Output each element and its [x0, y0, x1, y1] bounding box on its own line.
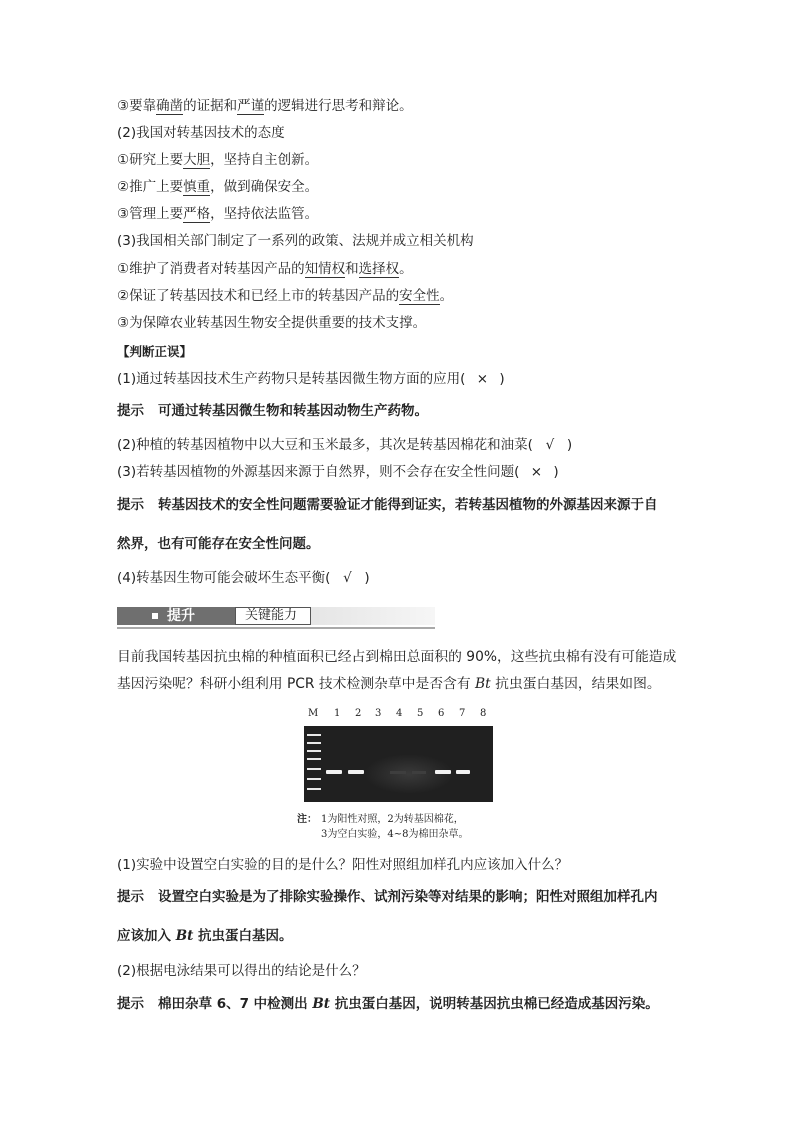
- judge-question-4: [117, 569, 370, 587]
- underlined-term: 严格: [183, 206, 211, 222]
- hint-text: 应该加入: [117, 928, 176, 944]
- electrophoresis-gel: [304, 726, 493, 802]
- question-text: (2)种植的转基因植物中以大豆和玉米最多，其次是转基因棉花和油菜(: [117, 437, 533, 453]
- text: 的逻辑进行思考和辩论。: [264, 98, 413, 114]
- section-banner: [117, 607, 435, 630]
- ladder-band: [307, 734, 321, 736]
- text: ，做到确保安全。: [210, 179, 319, 195]
- gene-name: Bt: [475, 676, 491, 692]
- text: 基因污染呢？科研小组利用 PCR 技术检测杂草中是否含有: [117, 676, 476, 692]
- underlined-term: 大胆: [183, 152, 211, 168]
- paren: ): [553, 464, 559, 480]
- hint-label: 提示: [117, 497, 144, 513]
- dna-band-lane-7: [456, 770, 470, 774]
- dna-band-lane-2: [348, 770, 364, 774]
- judge-question-3: [117, 463, 559, 481]
- line-support: ③为保障农业转基因生物安全提供重要的技术支撑。: [117, 315, 427, 331]
- subheading-attitude: (2)我国对转基因技术的态度: [117, 125, 285, 141]
- judge-question-2: [117, 436, 572, 454]
- banner-subtitle: 关键能力: [245, 608, 298, 623]
- line-safety: [117, 287, 453, 305]
- text: 的证据和: [183, 98, 238, 114]
- lane-label: 6: [438, 708, 445, 719]
- caption-line-2: 3为空白实验，4~8为棉田杂草。: [321, 829, 469, 840]
- hint-3-continued: 然界，也有可能存在安全性问题。: [117, 536, 320, 552]
- gene-name: Bt: [312, 996, 331, 1012]
- text: ②推广上要: [117, 179, 184, 195]
- paren: ): [499, 371, 505, 387]
- question-text: (3)若转基因植物的外源基因来源于自然界，则不会存在安全性问题(: [117, 464, 520, 480]
- banner-bullet-icon: [152, 613, 158, 619]
- banner-underline: [117, 627, 435, 629]
- lane-label: 7: [459, 708, 466, 719]
- subheading-regulation: (3)我国相关部门制定了一系列的政策、法规并成立相关机构: [117, 233, 474, 249]
- answer-hint-1-continued: [117, 927, 293, 945]
- hint-text: 棉田杂草 6、7 中检测出: [158, 996, 313, 1012]
- text: ③要靠: [117, 98, 157, 114]
- gel-glow: [364, 754, 454, 794]
- underlined-term: 慎重: [183, 179, 211, 195]
- line-promotion: [117, 178, 318, 196]
- text: ③管理上要: [117, 206, 184, 222]
- caption-line-1: 1为阳性对照，2为转基因棉花，: [321, 814, 464, 825]
- dna-band-lane-1: [326, 770, 342, 774]
- gene-name: Bt: [175, 928, 194, 944]
- underlined-term: 选择权: [358, 261, 400, 277]
- paren: ): [566, 437, 573, 453]
- question-text: (1)通过转基因技术生产药物只是转基因微生物方面的应用(: [117, 371, 466, 387]
- text: 和: [345, 261, 359, 277]
- lane-label: 8: [480, 708, 487, 719]
- lane-label: 1: [334, 708, 341, 719]
- lane-label: 4: [396, 708, 403, 719]
- lane-label: 2: [355, 708, 362, 719]
- lane-label: M: [308, 708, 319, 719]
- answer-hint-1: [117, 888, 658, 906]
- ladder-band: [307, 788, 321, 790]
- hint-text: 设置空白实验是为了排除实验操作、试剂污染等对结果的影响；阳性对照组加样孔内: [158, 889, 658, 905]
- text: 抗虫蛋白基因，结果如图。: [490, 676, 661, 692]
- question-text: (4)转基因生物可能会破坏生态平衡(: [117, 570, 331, 586]
- line-consumer-rights: [117, 260, 413, 278]
- text: ①维护了消费者对转基因产品的: [117, 261, 305, 277]
- underlined-term: 知情权: [304, 261, 346, 277]
- line-evidence: [117, 97, 413, 115]
- text: ②保证了转基因技术和已经上市的转基因产品的: [117, 288, 400, 304]
- line-management: [117, 205, 318, 223]
- faint-band: [412, 771, 426, 774]
- ladder-band: [307, 778, 321, 780]
- answer-mark: ×: [530, 464, 543, 480]
- hint-text: 可通过转基因微生物和转基因动物生产药物。: [158, 403, 428, 419]
- hint-label: 提示: [117, 889, 144, 905]
- answer-mark: √: [545, 437, 555, 453]
- ladder-band: [307, 750, 321, 752]
- hint-text: 抗虫蛋白基因，说明转基因抗虫棉已经造成基因污染。: [330, 996, 659, 1012]
- underlined-term: 确凿: [156, 98, 184, 114]
- judge-question-1: [117, 370, 505, 388]
- caption-label: 注：: [297, 814, 317, 825]
- paren: ): [364, 570, 370, 586]
- answer-hint-2: [117, 995, 659, 1013]
- hint-3: [117, 496, 658, 514]
- text: ，坚持自主创新。: [210, 152, 319, 168]
- intro-line-2: [117, 675, 661, 693]
- text: 。: [399, 261, 413, 277]
- ladder-band: [307, 758, 321, 760]
- hint-label: 提示: [117, 403, 144, 419]
- judge-heading: 【判断正误】: [117, 344, 193, 359]
- lane-label: 3: [375, 708, 382, 719]
- ladder-band: [307, 742, 321, 744]
- ladder-band: [307, 768, 321, 770]
- banner-title: 提升: [167, 608, 195, 624]
- lane-label: 5: [417, 708, 424, 719]
- faint-band: [390, 771, 406, 774]
- line-research: [117, 151, 318, 169]
- hint-text: 抗虫蛋白基因。: [193, 928, 293, 944]
- hint-label: 提示: [117, 996, 144, 1012]
- underlined-term: 安全性: [399, 288, 440, 304]
- underlined-term: 严谨: [237, 98, 265, 114]
- text: ，坚持依法监管。: [210, 206, 319, 222]
- hint-1: [117, 402, 428, 420]
- hint-text: 转基因技术的安全性问题需要验证才能得到证实，若转基因植物的外源基因来源于自: [158, 497, 658, 513]
- gel-lane-labels: [304, 708, 496, 724]
- question-2: (2)根据电泳结果可以得出的结论是什么？: [117, 963, 366, 979]
- text: 。: [439, 288, 454, 304]
- intro-line-1: 目前我国转基因抗虫棉的种植面积已经占到棉田总面积的 90%，这些抗虫棉有没有可能造成: [117, 649, 677, 665]
- question-1: (1)实验中设置空白实验的目的是什么？阳性对照组加样孔内应该加入什么？: [117, 857, 569, 873]
- answer-mark: ×: [476, 371, 489, 387]
- dna-band-lane-6: [435, 770, 451, 774]
- answer-mark: √: [343, 570, 352, 586]
- text: ①研究上要: [117, 152, 184, 168]
